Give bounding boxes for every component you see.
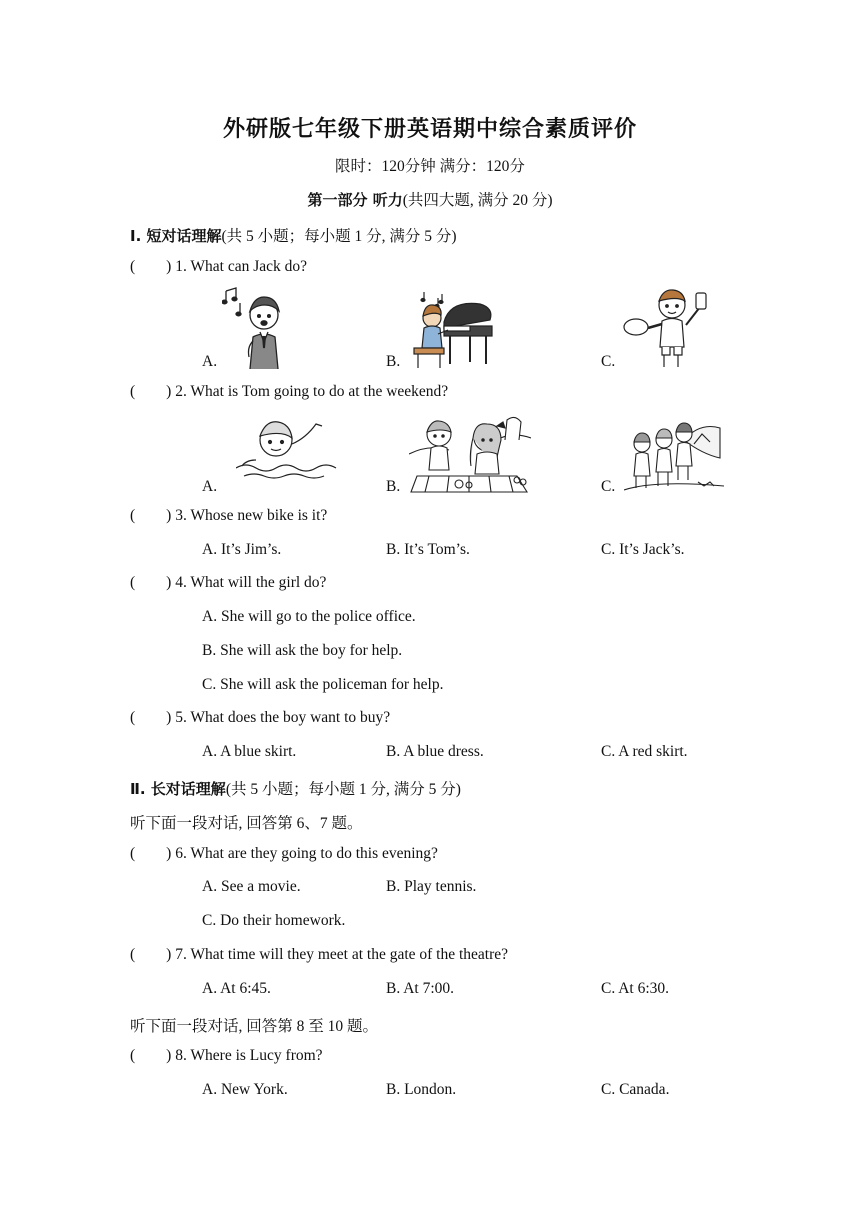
part-one-title-rest: (共四大题, 满分 20 分) — [402, 192, 553, 209]
q4-option-c: C. She will ask the policeman for help. — [202, 676, 444, 693]
boy-swimming-picture — [236, 416, 346, 486]
q5-option-c: C. A red skirt. — [601, 743, 688, 760]
q8-option-a: A. New York. — [202, 1081, 288, 1098]
part-one-title-bold: 第一部分 听力 — [307, 191, 403, 209]
q8-option-b: B. London. — [386, 1081, 457, 1098]
answer-blank[interactable]: ( ) — [130, 946, 172, 963]
q4-option-b: B. She will ask the boy for help. — [202, 642, 403, 659]
section-2-heading-rest: (共 5 小题；每小题 1 分, 满分 5 分) — [225, 781, 461, 798]
question-3 — [130, 507, 327, 525]
q5-option-b: B. A blue dress. — [386, 743, 484, 760]
section-1-heading-rest: (共 5 小题；每小题 1 分, 满分 5 分) — [221, 228, 457, 245]
section-2-heading — [130, 777, 461, 799]
q3-option-c: C. It’s Jack’s. — [601, 541, 685, 558]
q3-option-b: B. It’s Tom’s. — [386, 541, 470, 558]
question-8-text: 8. Where is Lucy from? — [175, 1047, 323, 1064]
section-2-instruction-b: 听下面一段对话, 回答第 8 至 10 题。 — [130, 1018, 379, 1035]
q1-option-b-label: B. — [386, 353, 401, 370]
q6-option-a: A. See a movie. — [202, 878, 301, 895]
singing-boy-picture — [222, 285, 284, 369]
kids-hiking-picture — [624, 420, 724, 492]
question-3-text: 3. Whose new bike is it? — [175, 507, 328, 524]
answer-blank[interactable]: ( ) — [130, 709, 172, 726]
section-2-heading-bold: Ⅱ. 长对话理解 — [130, 780, 226, 798]
question-7 — [130, 946, 508, 964]
q5-option-a: A. A blue skirt. — [202, 743, 297, 760]
q8-option-c: C. Canada. — [601, 1081, 670, 1098]
q6-option-c: C. Do their homework. — [202, 912, 346, 929]
q2-option-c-label: C. — [601, 478, 616, 495]
question-4 — [130, 574, 326, 592]
section-1-heading — [130, 224, 457, 246]
answer-blank[interactable]: ( ) — [130, 845, 172, 862]
question-8 — [130, 1047, 323, 1065]
q1-option-a-label: A. — [202, 353, 218, 370]
q7-option-c: C. At 6:30. — [601, 980, 670, 997]
question-7-text: 7. What time will they meet at the gate of the theatre? — [175, 946, 509, 963]
boy-cooking-picture — [622, 287, 714, 371]
q3-option-a: A. It’s Jim’s. — [202, 541, 282, 558]
q6-option-b: B. Play tennis. — [386, 878, 477, 895]
part-one-title — [0, 188, 860, 210]
q2-option-a-label: A. — [202, 478, 218, 495]
section-1-heading-bold: I. 短对话理解 — [130, 227, 222, 245]
question-1 — [130, 258, 307, 276]
question-2-text: 2. What is Tom going to do at the weekend? — [175, 383, 449, 400]
question-6 — [130, 845, 438, 863]
q4-option-a: A. She will go to the police office. — [202, 608, 416, 625]
answer-blank[interactable]: ( ) — [130, 383, 172, 400]
q7-option-a: A. At 6:45. — [202, 980, 271, 997]
exam-subtitle: 限时：120分钟 满分：120分 — [335, 158, 525, 175]
answer-blank[interactable]: ( ) — [130, 507, 172, 524]
answer-blank[interactable]: ( ) — [130, 1047, 172, 1064]
answer-blank[interactable]: ( ) — [130, 258, 172, 275]
exam-title: 外研版七年级下册英语期中综合素质评价 — [222, 117, 637, 142]
boy-playing-piano-picture — [410, 288, 498, 370]
kids-picnic-picture — [409, 414, 531, 494]
q2-option-b-label: B. — [386, 478, 401, 495]
question-6-text: 6. What are they going to do this evening? — [175, 845, 438, 862]
q1-option-c-label: C. — [601, 353, 616, 370]
question-1-text: 1. What can Jack do? — [175, 258, 308, 275]
q7-option-b: B. At 7:00. — [386, 980, 455, 997]
question-4-text: 4. What will the girl do? — [175, 574, 327, 591]
question-5 — [130, 709, 390, 727]
question-2 — [130, 383, 448, 401]
answer-blank[interactable]: ( ) — [130, 574, 172, 591]
question-5-text: 5. What does the boy want to buy? — [175, 709, 391, 726]
section-2-instruction-a: 听下面一段对话, 回答第 6、7 题。 — [130, 815, 363, 832]
